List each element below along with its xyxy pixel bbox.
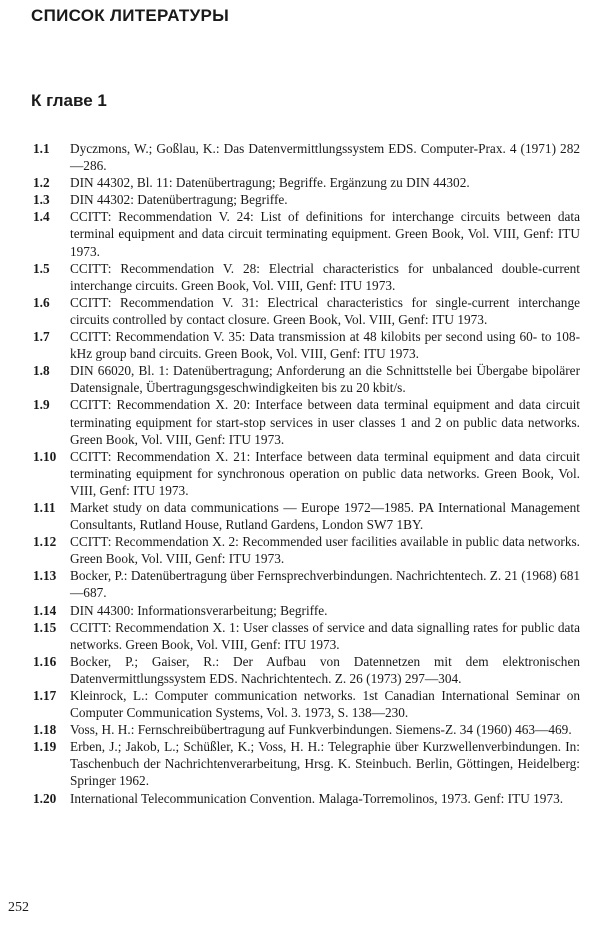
reference-item	[0, 208, 600, 259]
reference-item	[0, 396, 600, 447]
reference-number: 1.18	[33, 722, 57, 738]
reference-text: Kleinrock, L.: Computer communication networks. 1st Canadian International Seminar on Computer Communication Systems, Vol. 3. 1973, S. 138—230.	[70, 688, 580, 721]
reference-item	[0, 140, 600, 174]
reference-item	[0, 738, 600, 789]
reference-number: 1.20	[33, 790, 57, 806]
reference-item	[0, 619, 600, 653]
reference-number: 1.1	[33, 141, 50, 156]
reference-number: 1.2	[33, 175, 50, 191]
reference-number: 1.10	[33, 448, 57, 464]
chapter-heading: К главе 1	[31, 91, 107, 110]
reference-text: CCITT: Recommendation V. 24: List of definitions for interchange circuits between data terminal equipment and data circuit terminating equipment. Green Book, Vol. VIII, Genf: ITU 1973.	[70, 209, 580, 259]
reference-item	[0, 567, 600, 601]
reference-number: 1.15	[33, 619, 57, 635]
reference-list	[0, 140, 600, 807]
reference-text: CCITT: Recommendation X. 20: Interface between data terminal equipment and data circuit terminating equipment for start-stop services in user classes 1 and 2 on public data networks. Green Book, Vol. VIII, Genf: ITU 1973.	[70, 397, 580, 447]
reference-number: 1.3	[33, 192, 50, 208]
reference-item	[0, 790, 600, 807]
reference-text: Dyczmons, W.; Goßlau, K.: Das Datenvermittlungssystem EDS. Computer-Prax. 4 (1971) 282—286.	[70, 141, 580, 174]
reference-item	[0, 294, 600, 328]
reference-item	[0, 653, 600, 687]
reference-text: Voss, H. H.: Fernschreibübertragung auf Funkverbindungen. Siemens-Z. 34 (1960) 463—469.	[70, 722, 572, 738]
reference-text: CCITT: Recommendation X. 1: User classes of service and data signalling rates for public data networks. Green Book, Vol. VIII, Genf: ITU 1973.	[70, 619, 580, 652]
reference-text: Bocker, P.: Datenübertragung über Fernsprechverbindungen. Nachrichtentech. Z. 21 (1968) 681—687.	[70, 568, 580, 601]
reference-number: 1.13	[33, 568, 57, 584]
reference-number: 1.16	[33, 653, 57, 669]
reference-number: 1.6	[33, 294, 50, 310]
page-number: 252	[8, 900, 29, 915]
reference-text: DIN 44300: Informationsverarbeitung; Begriffe.	[70, 602, 328, 618]
reference-text: CCITT: Recommendation X. 2: Recommended user facilities available in public data networks. Green Book, Vol. VIII, Genf: ITU 1973.	[70, 534, 580, 567]
reference-text: CCITT: Recommendation X. 21: Interface between data terminal equipment and data circuit terminating equipment for synchronous operation on public data networks. Green Book, Vol. VIII, Genf: ITU 1973.	[70, 448, 580, 498]
reference-text: DIN 66020, Bl. 1: Datenübertragung; Anforderung an die Schnittstelle bei Übergabe bipolärer Datensignale, Übertragungsgeschwindigkeiten bis zu 20 kbit/s.	[70, 363, 580, 396]
reference-item	[0, 687, 600, 721]
reference-text: Erben, J.; Jakob, L.; Schüßler, K.; Voss, H. H.: Telegraphie über Kurzwellenverbindungen. In: Taschenbuch der Nachrichtenverarbeitung, Hrsg. K. Steinbuch. Berlin, Göttingen, Heidelberg: Springer 1962.	[70, 739, 580, 789]
reference-item	[0, 602, 600, 619]
reference-number: 1.14	[33, 602, 57, 618]
reference-text: DIN 44302: Datenübertragung; Begriffe.	[70, 192, 288, 208]
reference-number: 1.9	[33, 397, 50, 413]
reference-text: CCITT: Recommendation V. 28: Electrial characteristics for unbalanced double-current interchange circuits. Green Book, Vol. VIII, Genf: ITU 1973.	[70, 260, 580, 293]
reference-item	[0, 533, 600, 567]
reference-number: 1.7	[33, 329, 50, 345]
reference-item	[0, 260, 600, 294]
reference-text: DIN 44302, Bl. 11: Datenübertragung; Begriffe. Ergänzung zu DIN 44302.	[70, 175, 470, 191]
reference-item	[0, 448, 600, 499]
reference-item	[0, 362, 600, 396]
reference-text: Bocker, P.; Gaiser, R.: Der Aufbau von Datennetzen mit dem elektronischen Datenvermittlungssystem EDS. Nachrichtentech. Z. 26 (1973) 297—304.	[70, 653, 580, 686]
reference-number: 1.17	[33, 688, 57, 703]
bibliography-title: СПИСОК ЛИТЕРАТУРЫ	[31, 6, 230, 25]
reference-item	[0, 328, 600, 362]
reference-item	[0, 499, 600, 533]
reference-item	[0, 191, 600, 208]
reference-number: 1.12	[33, 534, 57, 550]
reference-number: 1.4	[33, 209, 50, 225]
reference-item	[0, 174, 600, 191]
reference-number: 1.19	[33, 739, 57, 755]
reference-number: 1.8	[33, 363, 50, 379]
reference-number: 1.5	[33, 260, 50, 276]
reference-item	[0, 721, 600, 738]
reference-text: CCITT: Recommendation V. 31: Electrical characteristics for single-current interchange circuits controlled by contact closure. Green Book, Vol. VIII, Genf: ITU 1973.	[70, 294, 580, 327]
reference-text: Market study on data communications — Europe 1972—1985. PA International Management Consultants, Rutland House, Rutland Gardens, London SW7 1BY.	[70, 499, 580, 533]
reference-number: 1.11	[33, 499, 56, 515]
reference-text: CCITT: Recommendation V. 35: Data transmission at 48 kilobits per second using 60- to 108-kHz group band circuits. Green Book, Vol. VIII, Genf: ITU 1973.	[70, 329, 580, 362]
reference-text: International Telecommunication Convention. Malaga-Torremolinos, 1973. Genf: ITU 1973.	[70, 790, 564, 806]
